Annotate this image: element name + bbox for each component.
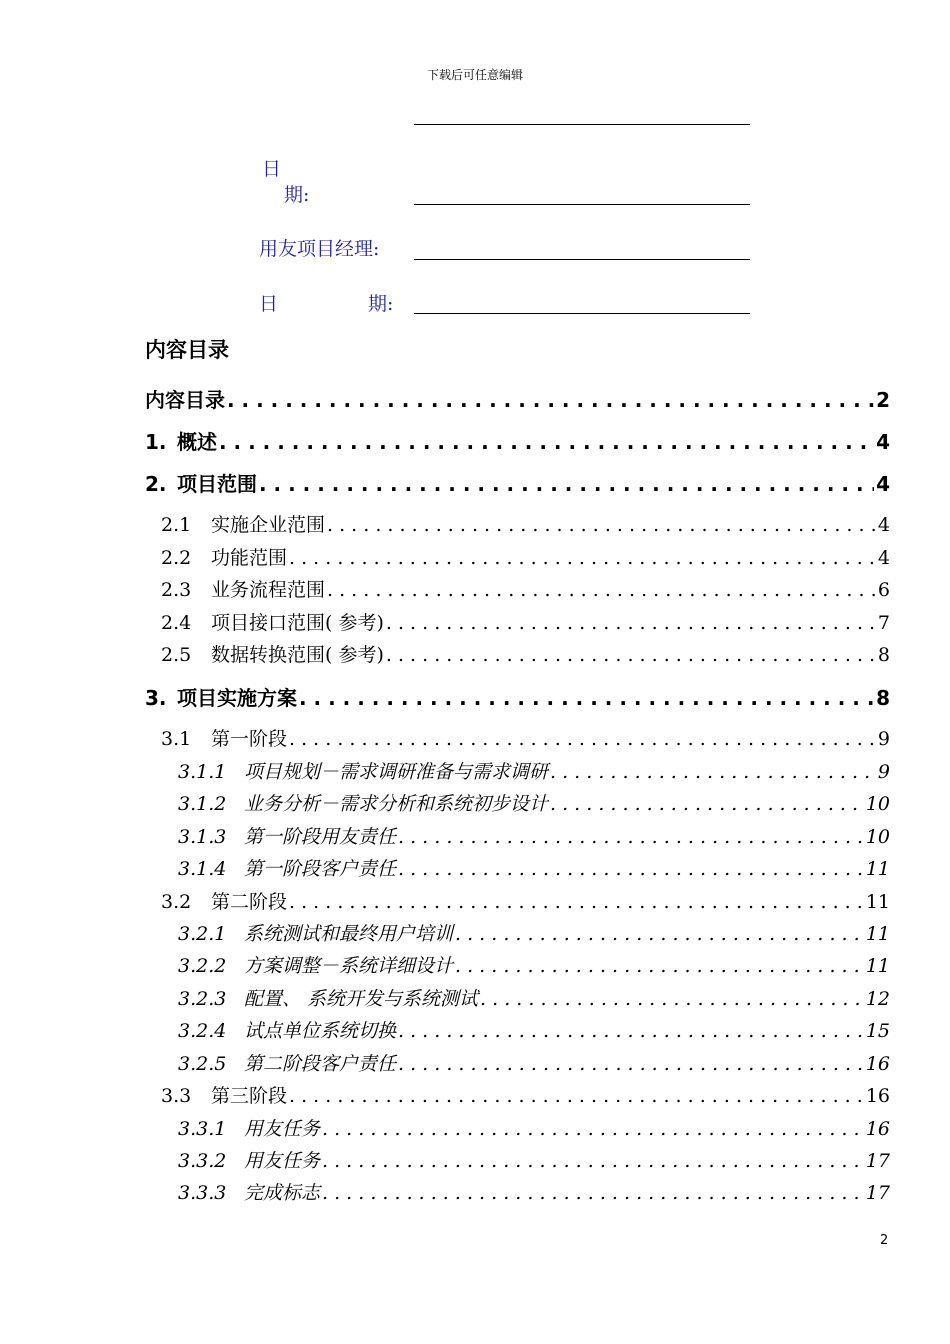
toc-entry[interactable]: [178, 984, 890, 1011]
toc-entry-page: 11: [865, 858, 890, 880]
toc-entry-title: 方案调整－系统详细设计: [244, 955, 454, 977]
toc-entry-title: 项目接口范围( 参考): [211, 612, 384, 634]
toc-entry-number: 3.2.4: [178, 1020, 227, 1042]
toc-entry[interactable]: [178, 1178, 890, 1205]
date2-line: [414, 313, 750, 314]
toc-entry-title: 第三阶段: [211, 1085, 288, 1107]
toc-entry-title: 内容目录: [145, 388, 225, 412]
toc-entry-page: 16: [865, 1118, 890, 1140]
toc-entry[interactable]: [161, 887, 890, 914]
toc-entry-title: 业务流程范围: [211, 579, 326, 601]
toc-entry[interactable]: [161, 608, 890, 635]
toc-entry[interactable]: [145, 426, 890, 455]
toc-entry-title: 系统测试和最终用户培训: [244, 923, 454, 945]
toc-leader-dots: [398, 1020, 864, 1042]
toc-entry-page: 16: [865, 1085, 890, 1107]
toc-entry-number: 3.2.3: [178, 988, 227, 1010]
toc-entry-number: 3.3.1: [178, 1118, 227, 1140]
toc-leader-dots: [289, 728, 876, 750]
toc-entry[interactable]: [161, 510, 890, 537]
toc-entry-number: 3.2.2: [178, 955, 227, 977]
toc-entry-number: 3.3: [161, 1085, 192, 1107]
toc-entry-page: 4: [876, 430, 890, 454]
toc-entry[interactable]: [161, 575, 890, 602]
toc-entry-title: 数据转换范围( 参考): [211, 644, 384, 666]
toc-entry-page: 12: [865, 988, 890, 1010]
toc-entry-page: 8: [876, 686, 890, 710]
toc-leader-dots: [398, 858, 864, 880]
toc-entry-page: 9: [877, 761, 890, 783]
toc-leader-dots: [322, 1118, 864, 1140]
toc-entry-number: 3.3.3: [178, 1182, 227, 1204]
toc-entry-page: 10: [865, 826, 890, 848]
toc-entry-page: 15: [865, 1020, 890, 1042]
toc-leader-dots: [322, 1182, 864, 1204]
toc-entry-number: 2.4: [161, 612, 192, 634]
toc-entry-title: 试点单位系统切换: [244, 1020, 397, 1042]
toc-entry[interactable]: [145, 682, 890, 711]
toc-entry-title: 功能范围: [211, 547, 288, 569]
toc-entry-number: 3.1.4: [178, 858, 227, 880]
toc-entry-page: 9: [877, 728, 890, 750]
toc-entry-page: 8: [877, 644, 890, 666]
toc-entry-title: 完成标志: [244, 1182, 321, 1204]
toc-entry-title: 项目范围: [177, 472, 257, 496]
date-line: [414, 204, 750, 205]
toc-leader-dots: [398, 1053, 864, 1075]
date2-label-char1: 日: [259, 293, 279, 315]
toc-leader-dots: [550, 761, 876, 783]
toc-leader-dots: [259, 472, 874, 496]
toc-leader-dots: [227, 388, 874, 412]
date2-label-char2: 期:: [368, 293, 394, 315]
toc-entry-page: 7: [877, 612, 890, 634]
toc-entry-page: 11: [865, 891, 890, 913]
toc-entry-title: 实施企业范围: [211, 514, 326, 536]
toc-leader-dots: [455, 955, 864, 977]
signature-line: [414, 124, 750, 125]
toc-leader-dots: [289, 547, 876, 569]
toc-entry-page: 2: [876, 388, 890, 412]
toc-entry-title: 项目规划－需求调研准备与需求调研: [244, 761, 549, 783]
toc-entry-number: 3.1: [161, 728, 192, 750]
toc-entry[interactable]: [161, 724, 890, 751]
toc-entry-title: 业务分析－需求分析和系统初步设计: [244, 793, 549, 815]
toc-leader-dots: [550, 793, 864, 815]
toc-entry-title: 第二阶段: [211, 891, 288, 913]
date-label-char1: 日: [262, 158, 282, 180]
toc-entry-title: 概述: [177, 430, 217, 454]
toc-title: 内容目录: [145, 338, 229, 362]
toc-entry[interactable]: [178, 1016, 890, 1043]
toc-entry-number: 3.2.1: [178, 923, 227, 945]
toc-entry-page: 10: [865, 793, 890, 815]
toc-entry-number: 2.1: [161, 514, 192, 536]
toc-entry-page: 4: [876, 472, 890, 496]
toc-entry-page: 4: [877, 547, 890, 569]
toc-leader-dots: [327, 514, 876, 536]
toc-entry-number: 3.3.2: [178, 1150, 227, 1172]
manager-label: 用友项目经理:: [259, 238, 380, 260]
toc-entry[interactable]: [145, 384, 890, 413]
toc-leader-dots: [480, 988, 864, 1010]
toc-entry-number: 3.1.3: [178, 826, 227, 848]
toc-entry-number: 3.: [145, 686, 167, 710]
toc-entry[interactable]: [178, 757, 890, 784]
toc-entry-title: 配置、 系统开发与系统测试: [244, 988, 479, 1010]
toc-entry-title: 用友任务: [244, 1118, 321, 1140]
toc-entry-page: 17: [865, 1150, 890, 1172]
date-label-char2: 期:: [284, 184, 310, 206]
toc-entry[interactable]: [178, 919, 890, 946]
toc-entry-number: 3.1.2: [178, 793, 227, 815]
toc-leader-dots: [289, 891, 864, 913]
toc-entry[interactable]: [161, 543, 890, 570]
toc-entry[interactable]: [178, 951, 890, 978]
toc-entry-page: 11: [865, 923, 890, 945]
toc-leader-dots: [219, 430, 874, 454]
toc-entry-number: 3.2.5: [178, 1053, 227, 1075]
toc-entry[interactable]: [161, 640, 890, 667]
toc-leader-dots: [299, 686, 874, 710]
toc-entry[interactable]: [178, 1146, 890, 1173]
toc-entry-number: 1.: [145, 430, 167, 454]
page-number: 2: [880, 1233, 889, 1248]
toc-entry-number: 2.3: [161, 579, 192, 601]
toc-entry[interactable]: [145, 468, 890, 497]
toc-leader-dots: [455, 923, 864, 945]
toc-entry-number: 3.2: [161, 891, 192, 913]
toc-entry-page: 6: [877, 579, 890, 601]
toc-leader-dots: [322, 1150, 864, 1172]
toc-entry-number: 3.1.1: [178, 761, 227, 783]
toc-entry[interactable]: [178, 1049, 890, 1076]
toc-leader-dots: [386, 612, 876, 634]
toc-entry-number: 2.5: [161, 644, 192, 666]
toc-entry-page: 4: [877, 514, 890, 536]
toc-entry-title: 第一阶段: [211, 728, 288, 750]
toc-entry-number: 2.2: [161, 547, 192, 569]
toc-entry-page: 17: [865, 1182, 890, 1204]
toc-entry[interactable]: [178, 822, 890, 849]
toc-leader-dots: [386, 644, 876, 666]
page-header: 下载后可任意编辑: [426, 68, 523, 82]
toc-leader-dots: [398, 826, 864, 848]
toc-entry-page: 16: [865, 1053, 890, 1075]
toc-entry-page: 11: [865, 955, 890, 977]
toc-leader-dots: [327, 579, 876, 601]
toc-entry[interactable]: [178, 854, 890, 881]
toc-entry[interactable]: [178, 1114, 890, 1141]
toc-entry[interactable]: [178, 789, 890, 816]
toc-entry[interactable]: [161, 1081, 890, 1108]
toc-entry-title: 用友任务: [244, 1150, 321, 1172]
toc-entry-title: 第一阶段用友责任: [244, 826, 397, 848]
toc-entry-title: 第一阶段客户责任: [244, 858, 397, 880]
toc-entry-title: 项目实施方案: [177, 686, 297, 710]
manager-signature-line: [414, 259, 750, 260]
toc-entry-title: 第二阶段客户责任: [244, 1053, 397, 1075]
toc-leader-dots: [289, 1085, 864, 1107]
toc-entry-number: 2.: [145, 472, 167, 496]
